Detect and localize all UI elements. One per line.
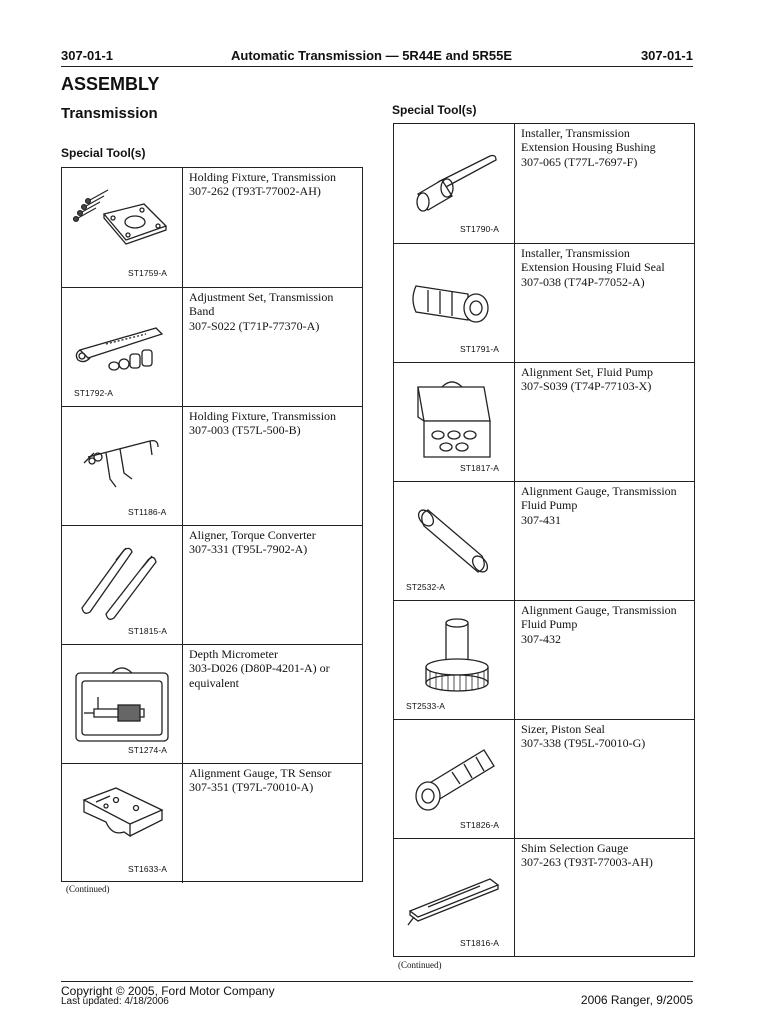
knurled-gauge-icon xyxy=(398,607,510,707)
figure-code: ST2533-A xyxy=(406,701,446,711)
tool-description xyxy=(516,124,694,243)
vehicle-model-text: 2006 Ranger, 9/2005 xyxy=(580,993,693,1007)
tr-sensor-gauge-icon xyxy=(66,770,178,870)
figure-code: ST1186-A xyxy=(128,507,167,517)
tool-name: Alignment Set, Fluid Pump xyxy=(521,365,654,379)
tool-illustration-cell xyxy=(394,601,515,719)
tool-illustration-cell xyxy=(62,645,183,763)
tool-part-number: 307-S022 (T71P-77370-A) xyxy=(189,318,320,333)
continued-note-left: (Continued) xyxy=(66,884,110,894)
tool-row xyxy=(62,525,362,644)
special-tools-table-right xyxy=(393,123,695,957)
holding-fixture-icon xyxy=(66,174,178,274)
figure-code: ST1790-A xyxy=(460,224,500,234)
section-number-left: 307-01-1 xyxy=(61,48,114,63)
tool-description xyxy=(184,645,362,763)
tool-part-number: 307-431 xyxy=(521,512,561,527)
special-tools-heading-left: Special Tool(s) xyxy=(61,146,146,160)
tool-name: Aligner, Torque Converter xyxy=(189,528,316,542)
document-title: Automatic Transmission — 5R44E and 5R55E xyxy=(231,48,513,63)
tool-row xyxy=(394,600,694,719)
figure-code: ST1826-A xyxy=(460,820,500,830)
figure-code: ST1817-A xyxy=(460,463,500,473)
tool-description xyxy=(184,407,362,525)
figure-code: ST1274-A xyxy=(128,745,168,755)
section-number-right: 307-01-1 xyxy=(640,48,693,63)
tool-part-number: 307-003 (T57L-500-B) xyxy=(189,423,301,438)
tool-description xyxy=(184,526,362,644)
tool-name-continued: Band xyxy=(189,304,215,319)
tool-description xyxy=(184,288,362,406)
alignment-set-case-icon xyxy=(398,369,510,469)
tool-illustration-cell xyxy=(394,482,515,600)
bushing-installer-icon xyxy=(398,130,510,230)
tool-name-continued: Extension Housing Bushing xyxy=(521,140,656,155)
seal-installer-icon xyxy=(398,250,510,350)
tool-row xyxy=(394,124,694,243)
tool-name: Alignment Gauge, Transmission xyxy=(521,603,677,617)
cylinder-gauge-icon xyxy=(398,488,510,588)
tool-illustration-cell xyxy=(394,244,515,362)
tool-part-number-continued: equivalent xyxy=(189,675,239,690)
torque-converter-aligner-icon xyxy=(66,532,178,632)
tool-description xyxy=(516,720,694,838)
figure-code: ST1815-A xyxy=(128,626,168,636)
tool-part-number: 307-038 (T74P-77052-A) xyxy=(521,274,645,289)
figure-code: ST1633-A xyxy=(128,864,168,874)
tool-name: Adjustment Set, Transmission xyxy=(189,290,334,304)
tool-row xyxy=(62,168,362,287)
tool-description xyxy=(516,839,694,956)
tool-name-continued: Fluid Pump xyxy=(521,498,578,513)
tool-illustration-cell xyxy=(394,720,515,838)
tool-row xyxy=(394,481,694,600)
tool-name: Installer, Transmission xyxy=(521,246,630,260)
tool-name: Installer, Transmission xyxy=(521,126,630,140)
continued-note-right: (Continued) xyxy=(398,960,442,970)
copyright-text: Copyright © 2005, Ford Motor Company xyxy=(61,984,275,998)
tool-part-number: 307-263 (T93T-77003-AH) xyxy=(521,855,653,870)
tool-description xyxy=(516,601,694,719)
subsection-heading: Transmission xyxy=(61,105,158,122)
tool-name: Sizer, Piston Seal xyxy=(521,722,605,736)
tool-name-continued: Fluid Pump xyxy=(521,617,578,632)
tool-row xyxy=(394,838,694,956)
figure-code: ST1792-A xyxy=(74,388,114,398)
last-updated-text: Last updated: 4/18/2006 xyxy=(61,996,169,1007)
tool-name: Holding Fixture, Transmission xyxy=(189,170,337,184)
tool-name: Shim Selection Gauge xyxy=(521,841,629,855)
tool-illustration-cell xyxy=(62,168,183,287)
tool-illustration-cell xyxy=(62,526,183,644)
tool-row xyxy=(62,406,362,525)
tool-illustration-cell xyxy=(394,839,515,956)
depth-micrometer-icon xyxy=(66,651,178,751)
tool-name-continued: Extension Housing Fluid Seal xyxy=(521,260,665,275)
tool-name: Alignment Gauge, TR Sensor xyxy=(189,766,332,780)
tool-description xyxy=(516,244,694,362)
figure-code: ST1816-A xyxy=(460,938,500,948)
tool-name: Holding Fixture, Transmission xyxy=(189,409,337,423)
tool-description xyxy=(184,168,362,287)
tool-illustration-cell xyxy=(394,363,515,481)
tool-name: Depth Micrometer xyxy=(189,647,278,661)
header-rule xyxy=(61,66,693,67)
tool-illustration-cell xyxy=(62,764,183,883)
figure-code: ST2532-A xyxy=(406,582,446,592)
tool-part-number: 307-331 (T95L-7902-A) xyxy=(189,542,308,557)
figure-code: ST1759-A xyxy=(128,268,168,278)
holding-fixture-clamp-icon xyxy=(66,413,178,513)
header-bar xyxy=(61,48,693,66)
tool-part-number: 307-432 xyxy=(521,631,561,646)
special-tools-heading-right: Special Tool(s) xyxy=(392,103,477,117)
section-heading: ASSEMBLY xyxy=(61,74,160,94)
piston-seal-sizer-icon xyxy=(398,726,510,826)
tool-part-number: 307-262 (T93T-77002-AH) xyxy=(189,184,321,199)
tool-row xyxy=(394,362,694,481)
tool-row xyxy=(394,719,694,838)
tool-illustration-cell xyxy=(62,407,183,525)
tool-part-number: 307-065 (T77L-7697-F) xyxy=(521,154,638,169)
tool-row xyxy=(62,644,362,763)
tool-part-number: 303-D026 (D80P-4201-A) or xyxy=(189,661,330,676)
adjustment-set-icon xyxy=(66,294,178,394)
tool-row xyxy=(394,243,694,362)
tool-row xyxy=(62,287,362,406)
tool-part-number: 307-338 (T95L-70010-G) xyxy=(521,736,646,751)
tool-part-number: 307-S039 (T74P-77103-X) xyxy=(521,379,652,394)
tool-illustration-cell xyxy=(394,124,515,243)
figure-code: ST1791-A xyxy=(460,344,500,354)
tool-description xyxy=(516,363,694,481)
tool-description xyxy=(184,764,362,883)
shim-gauge-icon xyxy=(398,845,510,945)
special-tools-table-left xyxy=(61,167,363,882)
tool-name: Alignment Gauge, Transmission xyxy=(521,484,677,498)
footer-rule xyxy=(61,981,693,982)
tool-part-number: 307-351 (T97L-70010-A) xyxy=(189,780,314,795)
tool-row xyxy=(62,763,362,883)
tool-illustration-cell xyxy=(62,288,183,406)
tool-description xyxy=(516,482,694,600)
